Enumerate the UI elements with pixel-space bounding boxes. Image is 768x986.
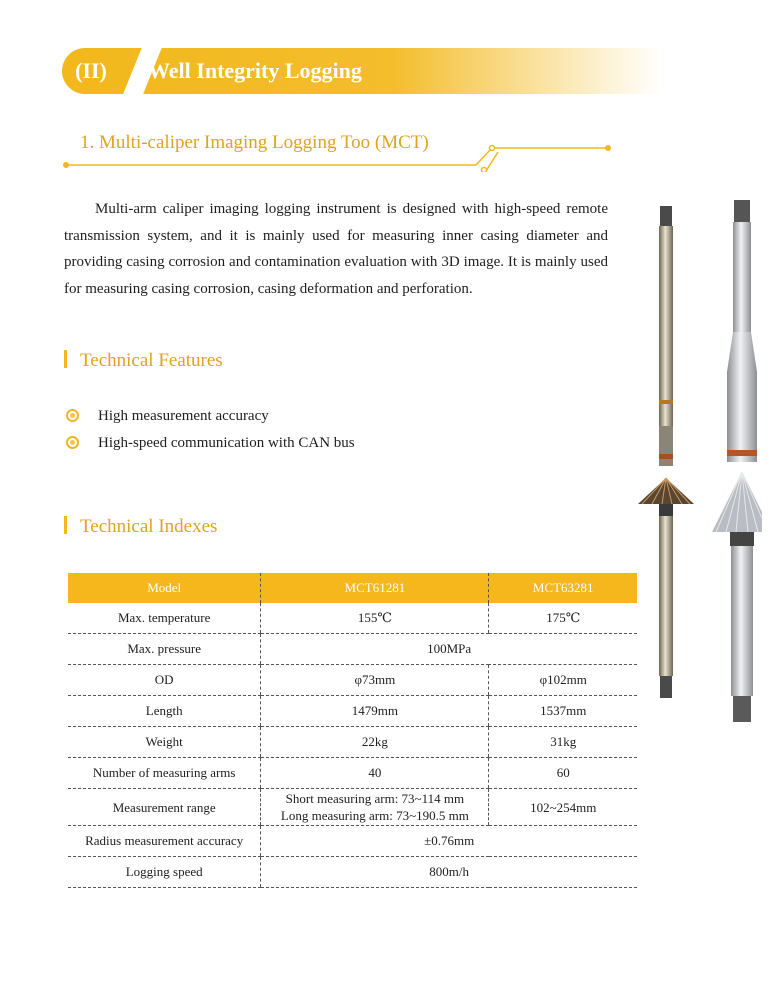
row-label: Logging speed xyxy=(68,857,261,888)
header-model: Model xyxy=(68,573,261,603)
row-label: Number of measuring arms xyxy=(68,758,261,789)
row-label: Weight xyxy=(68,727,261,758)
list-item xyxy=(64,402,355,429)
table-header-row xyxy=(68,573,637,603)
indexes-heading-text: Technical Indexes xyxy=(80,516,218,537)
section-banner xyxy=(62,48,662,94)
table-row xyxy=(68,758,637,789)
cell-value: φ73mm xyxy=(261,665,489,696)
logging-tool-illustration xyxy=(612,192,762,732)
features-heading xyxy=(64,350,223,372)
cell-value: 175℃ xyxy=(489,603,637,634)
row-label: OD xyxy=(68,665,261,696)
row-label: Max. pressure xyxy=(68,634,261,665)
table-row xyxy=(68,727,637,758)
table-row xyxy=(68,603,637,634)
feature-text: High-speed communication with CAN bus xyxy=(98,434,355,451)
bullet-ring-icon xyxy=(66,436,79,449)
cell-value: 102~254mm xyxy=(489,789,637,826)
table-row xyxy=(68,789,637,826)
heading-bar xyxy=(64,350,67,368)
subsection-title: 1. Multi-caliper Imaging Logging Too (MCT) xyxy=(80,132,429,153)
cell-value: 22kg xyxy=(261,727,489,758)
cell-value: 100MPa xyxy=(261,634,637,665)
row-label: Radius measurement accuracy xyxy=(68,826,261,857)
cell-value: 40 xyxy=(261,758,489,789)
cell-value: 800m/h xyxy=(261,857,637,888)
cell-value: 1479mm xyxy=(261,696,489,727)
header-mct63281: MCT63281 xyxy=(489,573,637,603)
bullet-ring-icon xyxy=(66,409,79,422)
table-row xyxy=(68,634,637,665)
range-line-short: Short measuring arm: 73~114 mm xyxy=(285,791,465,806)
cell-value: 31kg xyxy=(489,727,637,758)
table-row xyxy=(68,665,637,696)
table-row xyxy=(68,857,637,888)
cell-value: φ102mm xyxy=(489,665,637,696)
features-list xyxy=(64,402,355,456)
range-line-long: Long measuring arm: 73~190.5 mm xyxy=(280,808,469,823)
list-item xyxy=(64,429,355,456)
spec-table xyxy=(68,573,637,888)
cell-value: ±0.76mm xyxy=(261,826,637,857)
table-row xyxy=(68,826,637,857)
indexes-heading xyxy=(64,516,217,538)
table-row xyxy=(68,696,637,727)
cell-value: 60 xyxy=(489,758,637,789)
row-label: Measurement range xyxy=(68,789,261,826)
row-label: Max. temperature xyxy=(68,603,261,634)
cell-value: 155℃ xyxy=(261,603,489,634)
intro-paragraph: Multi-arm caliper imaging logging instrument is designed with high-speed remote transmission system, and it is mainly used for measuring inner casing diameter and providing casing corrosion and contamination evaluation with 3D image. It is mainly used for measuring casing corrosion, casing deformation and perforation. xyxy=(64,201,608,297)
header-mct61281: MCT61281 xyxy=(261,573,489,603)
section-title: Well Integrity Logging xyxy=(148,58,362,83)
heading-bar xyxy=(64,516,67,534)
section-number: (II) xyxy=(75,58,107,83)
tool-mct61281-icon xyxy=(638,206,694,698)
features-heading-text: Technical Features xyxy=(80,350,223,371)
tool-mct63281-icon xyxy=(712,200,762,722)
row-label: Length xyxy=(68,696,261,727)
cell-value xyxy=(261,789,489,826)
cell-value: 1537mm xyxy=(489,696,637,727)
feature-text: High measurement accuracy xyxy=(98,407,269,424)
